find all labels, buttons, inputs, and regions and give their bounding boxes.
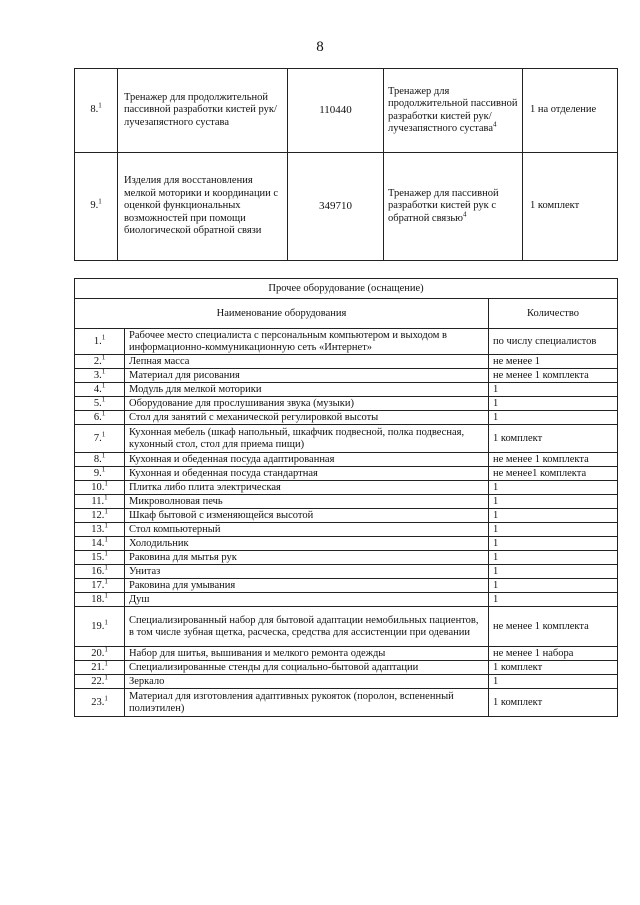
table-row [75, 565, 618, 579]
table-row [75, 495, 618, 509]
row-number: 9.$^1$ [75, 153, 118, 261]
table-row [75, 675, 618, 689]
column-header-row [75, 299, 618, 329]
row-number: 7.$^1$ [75, 425, 125, 453]
row-number: 8.$^1$ [75, 69, 118, 153]
equipment-quantity: 1 комплект [489, 689, 618, 717]
row-number: 15.$^1$ [75, 551, 125, 565]
equipment-quantity: 1 [489, 523, 618, 537]
equipment-name: Лепная масса [125, 355, 489, 369]
equipment-quantity: 1 [489, 383, 618, 397]
table-row [75, 607, 618, 647]
row-number: 1.$^1$ [75, 329, 125, 355]
table-row [75, 411, 618, 425]
row-number: 20.$^1$ [75, 647, 125, 661]
table-row [75, 397, 618, 411]
other-equipment-table [74, 278, 618, 717]
equipment-name: Специализированный набор для бытовой адаптации немобильных пациентов, в том числе зубная щетка, расческа, средства для ассистенции при одевании [125, 607, 489, 647]
table-row [75, 481, 618, 495]
equipment-name: Стол для занятий с механической регулировкой высоты [125, 411, 489, 425]
row-number: 17.$^1$ [75, 579, 125, 593]
table-row [75, 425, 618, 453]
section-title: Прочее оборудование (оснащение) [75, 279, 618, 299]
equipment-quantity: по числу специалистов [489, 329, 618, 355]
equipment-quantity: 1 [489, 495, 618, 509]
table-row [75, 329, 618, 355]
table-row [75, 647, 618, 661]
table-row [75, 467, 618, 481]
equipment-name: Материал для рисования [125, 369, 489, 383]
page-number: 8 [316, 39, 324, 55]
equipment-name: Кухонная мебель (шкаф напольный, шкафчик подвесной, полка подвесная, кухонный стол, стол для приема пищи) [125, 425, 489, 453]
row-number: 10.$^1$ [75, 481, 125, 495]
equipment-quantity: не менее 1 [489, 355, 618, 369]
column-header-name: Наименование оборудования [75, 299, 489, 329]
row-number: 14.$^1$ [75, 537, 125, 551]
equipment-name: Рабочее место специалиста с персональным компьютером и выходом в информационно-коммуникационную сеть «Интернет» [125, 329, 489, 355]
table-row [75, 355, 618, 369]
equipment-quantity: 1 [489, 593, 618, 607]
equipment-quantity: 1 комплект [489, 425, 618, 453]
equipment-quantity: не менее 1 набора [489, 647, 618, 661]
equipment-quantity: 1 [489, 551, 618, 565]
table-row [75, 551, 618, 565]
equipment-quantity: 1 [489, 675, 618, 689]
equipment-type: Тренажер для продолжительной пассивной разработки кистей рук/лучезапястного сустава$^4$ [384, 69, 523, 153]
row-number: 9.$^1$ [75, 467, 125, 481]
row-number: 21.$^1$ [75, 661, 125, 675]
row-number: 5.$^1$ [75, 397, 125, 411]
equipment-name: Набор для шитья, вышивания и мелкого ремонта одежды [125, 647, 489, 661]
equipment-quantity: 1 [489, 509, 618, 523]
equipment-quantity: 1 [489, 565, 618, 579]
equipment-quantity: не менее 1 комплекта [489, 453, 618, 467]
row-number: 19.$^1$ [75, 607, 125, 647]
table-row [75, 509, 618, 523]
equipment-name: Стол компьютерный [125, 523, 489, 537]
equipment-quantity: 1 [489, 481, 618, 495]
equipment-name: Раковина для умывания [125, 579, 489, 593]
row-number: 4.$^1$ [75, 383, 125, 397]
equipment-name: Шкаф бытовой с изменяющейся высотой [125, 509, 489, 523]
table-row [75, 523, 618, 537]
equipment-name: Кухонная и обеденная посуда адаптированная [125, 453, 489, 467]
equipment-type: Тренажер для пассивной разработки кистей рук с обратной связью$^4$ [384, 153, 523, 261]
equipment-name: Раковина для мытья рук [125, 551, 489, 565]
row-number: 23.$^1$ [75, 689, 125, 717]
row-number: 13.$^1$ [75, 523, 125, 537]
equipment-name: Холодильник [125, 537, 489, 551]
equipment-quantity: не менее1 комплекта [489, 467, 618, 481]
row-number: 18.$^1$ [75, 593, 125, 607]
equipment-quantity: не менее 1 комплекта [489, 607, 618, 647]
equipment-name: Плитка либо плита электрическая [125, 481, 489, 495]
table-row [75, 579, 618, 593]
equipment-name: Изделия для восстановления мелкой моторики и координации с оценкой функциональных возможностей при помощи биологической обратной связи [118, 153, 288, 261]
equipment-name: Унитаз [125, 565, 489, 579]
column-header-quantity: Количество [489, 299, 618, 329]
section-header-row [75, 279, 618, 299]
equipment-name: Душ [125, 593, 489, 607]
row-number: 12.$^1$ [75, 509, 125, 523]
equipment-quantity: 1 [489, 537, 618, 551]
row-number: 8.$^1$ [75, 453, 125, 467]
nomenclature-code: 349710 [288, 153, 384, 261]
nomenclature-code: 110440 [288, 69, 384, 153]
table-row [75, 593, 618, 607]
table-row [75, 537, 618, 551]
row-number: 3.$^1$ [75, 369, 125, 383]
row-number: 2.$^1$ [75, 355, 125, 369]
row-number: 16.$^1$ [75, 565, 125, 579]
table-row [75, 661, 618, 675]
table-row [75, 689, 618, 717]
equipment-table-continued [74, 68, 618, 261]
equipment-quantity: 1 [489, 411, 618, 425]
equipment-name: Модуль для мелкой моторики [125, 383, 489, 397]
table-row [75, 453, 618, 467]
row-number: 11.$^1$ [75, 495, 125, 509]
row-number: 22.$^1$ [75, 675, 125, 689]
table-row [75, 153, 618, 261]
equipment-name: Оборудование для прослушивания звука (музыки) [125, 397, 489, 411]
equipment-quantity: 1 комплект [489, 661, 618, 675]
table-row [75, 383, 618, 397]
equipment-name: Кухонная и обеденная посуда стандартная [125, 467, 489, 481]
equipment-quantity: 1 комплект [523, 153, 618, 261]
row-number: 6.$^1$ [75, 411, 125, 425]
equipment-quantity: 1 на отделение [523, 69, 618, 153]
table-row [75, 369, 618, 383]
equipment-name: Тренажер для продолжительной пассивной разработки кистей рук/лучезапястного сустава [118, 69, 288, 153]
equipment-name: Материал для изготовления адаптивных рукояток (поролон, вспененный полиэтилен) [125, 689, 489, 717]
equipment-name: Микроволновая печь [125, 495, 489, 509]
equipment-quantity: 1 [489, 397, 618, 411]
equipment-quantity: 1 [489, 579, 618, 593]
table-row [75, 69, 618, 153]
equipment-name: Зеркало [125, 675, 489, 689]
equipment-name: Специализированные стенды для социально-бытовой адаптации [125, 661, 489, 675]
equipment-quantity: не менее 1 комплекта [489, 369, 618, 383]
